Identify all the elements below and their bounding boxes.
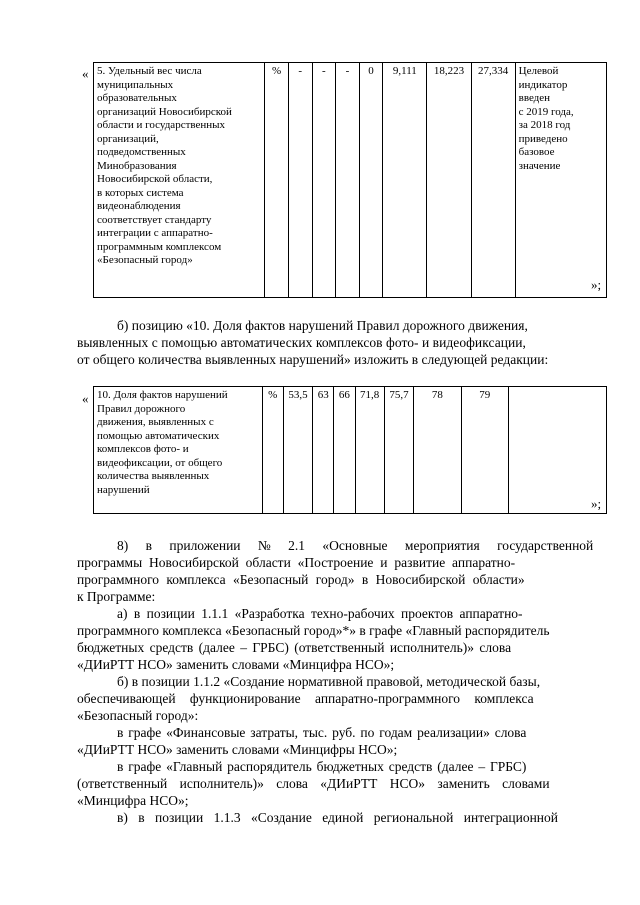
- indicator-name-line: Правил дорожного: [97, 402, 186, 415]
- value-cell: 27,334: [471, 63, 515, 298]
- note-line: Целевой: [518, 65, 559, 77]
- indicator-table-row-5: [93, 62, 607, 298]
- indicator-name-line: нарушений: [97, 483, 150, 496]
- body-line: «Безопасный город»:: [77, 708, 199, 723]
- closing-quote: »;: [591, 277, 602, 292]
- value-cell: 53,5: [283, 387, 312, 514]
- value-cell: -: [288, 63, 312, 298]
- body-line: в) в позиции 1.1.3 «Создание единой региональной интеграционной: [117, 810, 559, 825]
- value-cell: -: [336, 63, 360, 298]
- note-line: индикатор: [518, 78, 568, 91]
- indicator-name-line: видеофиксации, от общего: [97, 456, 223, 469]
- indicator-name-cell: [94, 387, 263, 514]
- note-line: базовое: [518, 146, 555, 158]
- indicator-table-row-10: [93, 386, 607, 514]
- body-line: б) в позиции 1.1.2 «Создание нормативной правовой, методической базы,: [117, 674, 541, 689]
- indicator-name-line: комплексов фото- и: [97, 443, 189, 455]
- value-cell: 75,7: [384, 387, 413, 514]
- indicator-name-line: организаций,: [97, 132, 159, 145]
- note-line: приведено: [518, 132, 568, 145]
- body-line: в графе «Финансовые затраты, тыс. руб. по годам реализации» слова: [117, 725, 527, 740]
- paragraph-b-line: б) позицию «10. Доля фактов нарушений Правил дорожного движения,: [117, 318, 528, 333]
- indicator-name-line: в которых система: [97, 186, 184, 199]
- value-cell: 0: [359, 63, 383, 298]
- indicator-name-line: движения, выявленных с: [97, 416, 214, 428]
- indicator-name-line: организаций Новосибирской: [97, 105, 232, 118]
- body-line: а) в позиции 1.1.1 «Разработка техно-рабочих проектов аппаратно-: [117, 606, 523, 621]
- body-line: программы Новосибирской области «Построение и развитие аппаратно-: [77, 555, 516, 570]
- indicator-name-line: 5. Удельный вес числа: [97, 65, 202, 77]
- value-cell: 63: [313, 387, 334, 514]
- note-cell: [509, 387, 607, 514]
- body-line: к Программе:: [77, 589, 156, 604]
- body-line: обеспечивающей функционирование аппаратно-программного комплекса: [77, 691, 534, 706]
- value-cell: 18,223: [427, 63, 471, 298]
- body-line: (ответственный исполнитель)» слова «ДИиРТТ НСО» заменить словами: [77, 776, 550, 791]
- indicator-name-line: подведомственных: [97, 146, 186, 158]
- indicator-name-line: видеонаблюдения: [97, 200, 181, 212]
- value-cell: 79: [461, 387, 508, 514]
- body-line: бюджетных средств (далее – ГРБС) (ответственный исполнитель)» слова: [77, 640, 512, 655]
- closing-quote: »;: [591, 496, 602, 511]
- opening-quote: «: [82, 66, 89, 81]
- note-line: значение: [518, 159, 561, 172]
- body-line: «ДИиРТТ НСО» заменить словами «Минцифры НСО»;: [77, 742, 398, 757]
- body-line: программного комплекса «Безопасный город»*» в графе «Главный распорядитель: [77, 623, 550, 638]
- paragraph-b-line: от общего количества выявленных нарушений» изложить в следующей редакции:: [77, 352, 549, 367]
- value-cell: 9,111: [383, 63, 427, 298]
- value-cell: 66: [334, 387, 355, 514]
- indicator-name-line: соответствует стандарту: [97, 213, 212, 226]
- body-line: «Минцифра НСО»;: [77, 793, 189, 808]
- body-line: в графе «Главный распорядитель бюджетных средств (далее – ГРБС): [117, 759, 527, 774]
- indicator-name-line: Минобразования: [97, 159, 177, 172]
- indicator-name-line: «Безопасный город»: [97, 254, 193, 266]
- paragraph-b-line: выявленных с помощью автоматических комплексов фото- и видеофиксации,: [77, 335, 526, 350]
- unit-cell: %: [265, 63, 289, 298]
- unit-cell: %: [262, 387, 283, 514]
- indicator-name-line: области и государственных: [97, 119, 226, 131]
- indicator-name-line: помощью автоматических: [97, 429, 220, 442]
- indicator-name-line: 10. Доля фактов нарушений: [97, 389, 228, 401]
- indicator-name-line: программным комплексом: [97, 240, 222, 253]
- note-line: с 2019 года,: [518, 105, 574, 118]
- indicator-name-line: образовательных: [97, 92, 177, 104]
- indicator-name-line: Новосибирской области,: [97, 173, 213, 185]
- opening-quote: «: [82, 391, 89, 406]
- note-line: введен: [518, 92, 551, 104]
- note-cell: [515, 63, 606, 298]
- body-line: «ДИиРТТ НСО» заменить словами «Минцифра НСО»;: [77, 657, 395, 672]
- body-line: 8) в приложении № 2.1 «Основные мероприятия государственной: [117, 538, 594, 553]
- value-cell: -: [312, 63, 336, 298]
- note-line: за 2018 год: [518, 119, 571, 131]
- indicator-name-cell: [94, 63, 265, 298]
- indicator-name-line: интеграции с аппаратно-: [97, 227, 213, 239]
- value-cell: 78: [414, 387, 461, 514]
- indicator-name-line: количества выявленных: [97, 470, 210, 482]
- value-cell: 71,8: [355, 387, 384, 514]
- indicator-name-line: муниципальных: [97, 78, 174, 91]
- body-line: программного комплекса «Безопасный город» в Новосибирской области»: [77, 572, 525, 587]
